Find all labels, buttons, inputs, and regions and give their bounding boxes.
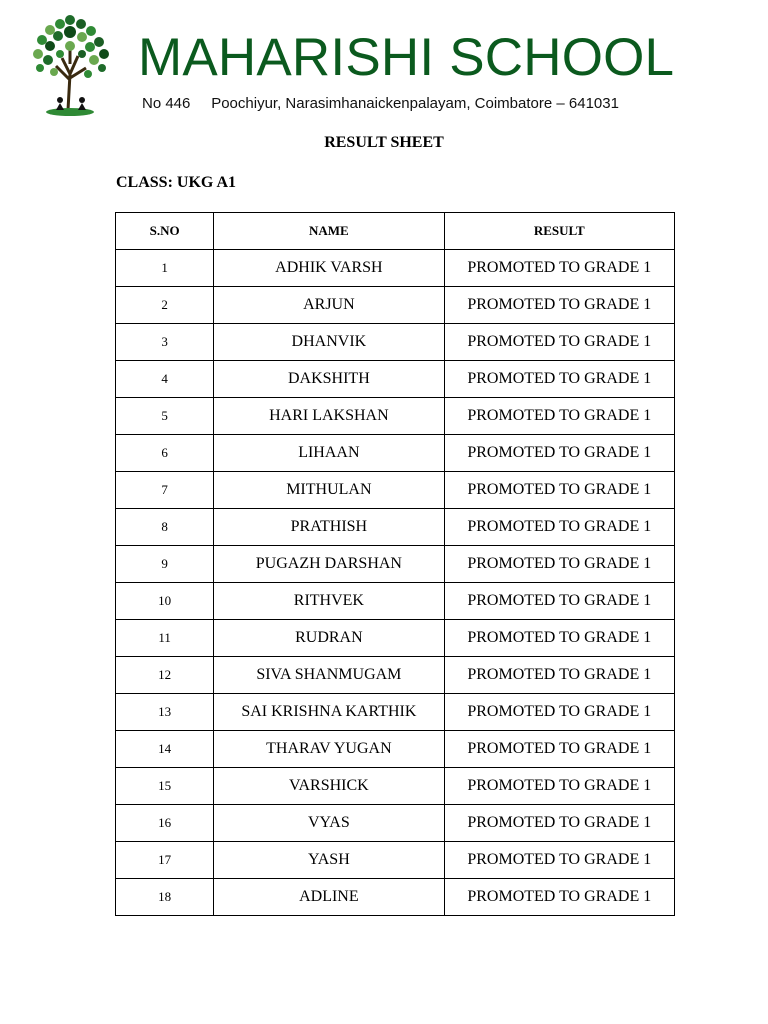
cell-name: SAI KRISHNA KARTHIK <box>214 694 444 731</box>
cell-result: PROMOTED TO GRADE 1 <box>444 509 674 546</box>
cell-sno: 11 <box>116 620 214 657</box>
cell-sno: 5 <box>116 398 214 435</box>
class-label: CLASS: UKG A1 <box>116 174 237 191</box>
table-row <box>116 398 675 435</box>
school-name: MAHARISHI SCHOOL <box>138 28 675 87</box>
cell-name: RITHVEK <box>214 583 444 620</box>
cell-sno: 14 <box>116 731 214 768</box>
cell-result: PROMOTED TO GRADE 1 <box>444 620 674 657</box>
cell-result: PROMOTED TO GRADE 1 <box>444 731 674 768</box>
header-sno: S.NO <box>116 213 214 250</box>
table-row <box>116 287 675 324</box>
table-row <box>116 731 675 768</box>
cell-result: PROMOTED TO GRADE 1 <box>444 879 674 916</box>
cell-result: PROMOTED TO GRADE 1 <box>444 435 674 472</box>
header-name: NAME <box>214 213 444 250</box>
table-row <box>116 842 675 879</box>
school-address: No 446 Poochiyur, Narasimhanaickenpalayam, Coimbatore – 641031 <box>142 95 619 112</box>
cell-name: SIVA SHANMUGAM <box>214 657 444 694</box>
cell-sno: 1 <box>116 250 214 287</box>
school-header <box>0 0 768 125</box>
cell-name: PRATHISH <box>214 509 444 546</box>
table-row <box>116 620 675 657</box>
cell-result: PROMOTED TO GRADE 1 <box>444 768 674 805</box>
cell-sno: 13 <box>116 694 214 731</box>
table-row <box>116 805 675 842</box>
result-table <box>115 212 675 916</box>
cell-name: MITHULAN <box>214 472 444 509</box>
table-row <box>116 509 675 546</box>
table-row <box>116 250 675 287</box>
cell-sno: 8 <box>116 509 214 546</box>
table-row <box>116 583 675 620</box>
cell-name: THARAV YUGAN <box>214 731 444 768</box>
table-row <box>116 879 675 916</box>
table-row <box>116 324 675 361</box>
cell-sno: 3 <box>116 324 214 361</box>
cell-name: PUGAZH DARSHAN <box>214 546 444 583</box>
cell-name: DAKSHITH <box>214 361 444 398</box>
cell-result: PROMOTED TO GRADE 1 <box>444 694 674 731</box>
sheet-title: RESULT SHEET <box>324 134 444 151</box>
cell-sno: 2 <box>116 287 214 324</box>
table-row <box>116 546 675 583</box>
cell-name: LIHAAN <box>214 435 444 472</box>
cell-result: PROMOTED TO GRADE 1 <box>444 583 674 620</box>
cell-name: DHANVIK <box>214 324 444 361</box>
header-result: RESULT <box>444 213 674 250</box>
cell-name: YASH <box>214 842 444 879</box>
cell-sno: 4 <box>116 361 214 398</box>
cell-sno: 6 <box>116 435 214 472</box>
cell-name: HARI LAKSHAN <box>214 398 444 435</box>
table-row <box>116 657 675 694</box>
table-row <box>116 472 675 509</box>
cell-result: PROMOTED TO GRADE 1 <box>444 546 674 583</box>
cell-name: ADHIK VARSH <box>214 250 444 287</box>
cell-result: PROMOTED TO GRADE 1 <box>444 250 674 287</box>
cell-sno: 7 <box>116 472 214 509</box>
table-body <box>116 250 675 916</box>
cell-result: PROMOTED TO GRADE 1 <box>444 805 674 842</box>
tree-logo-icon <box>26 14 116 118</box>
cell-result: PROMOTED TO GRADE 1 <box>444 287 674 324</box>
cell-result: PROMOTED TO GRADE 1 <box>444 398 674 435</box>
cell-result: PROMOTED TO GRADE 1 <box>444 324 674 361</box>
table-header-row <box>116 213 675 250</box>
cell-sno: 12 <box>116 657 214 694</box>
table-row <box>116 435 675 472</box>
cell-result: PROMOTED TO GRADE 1 <box>444 472 674 509</box>
cell-result: PROMOTED TO GRADE 1 <box>444 361 674 398</box>
cell-result: PROMOTED TO GRADE 1 <box>444 657 674 694</box>
cell-name: ARJUN <box>214 287 444 324</box>
cell-name: ADLINE <box>214 879 444 916</box>
cell-sno: 18 <box>116 879 214 916</box>
cell-name: VARSHICK <box>214 768 444 805</box>
cell-sno: 16 <box>116 805 214 842</box>
table-row <box>116 694 675 731</box>
cell-sno: 9 <box>116 546 214 583</box>
table-row <box>116 361 675 398</box>
table-row <box>116 768 675 805</box>
cell-result: PROMOTED TO GRADE 1 <box>444 842 674 879</box>
cell-name: VYAS <box>214 805 444 842</box>
cell-sno: 15 <box>116 768 214 805</box>
cell-name: RUDRAN <box>214 620 444 657</box>
cell-sno: 10 <box>116 583 214 620</box>
cell-sno: 17 <box>116 842 214 879</box>
